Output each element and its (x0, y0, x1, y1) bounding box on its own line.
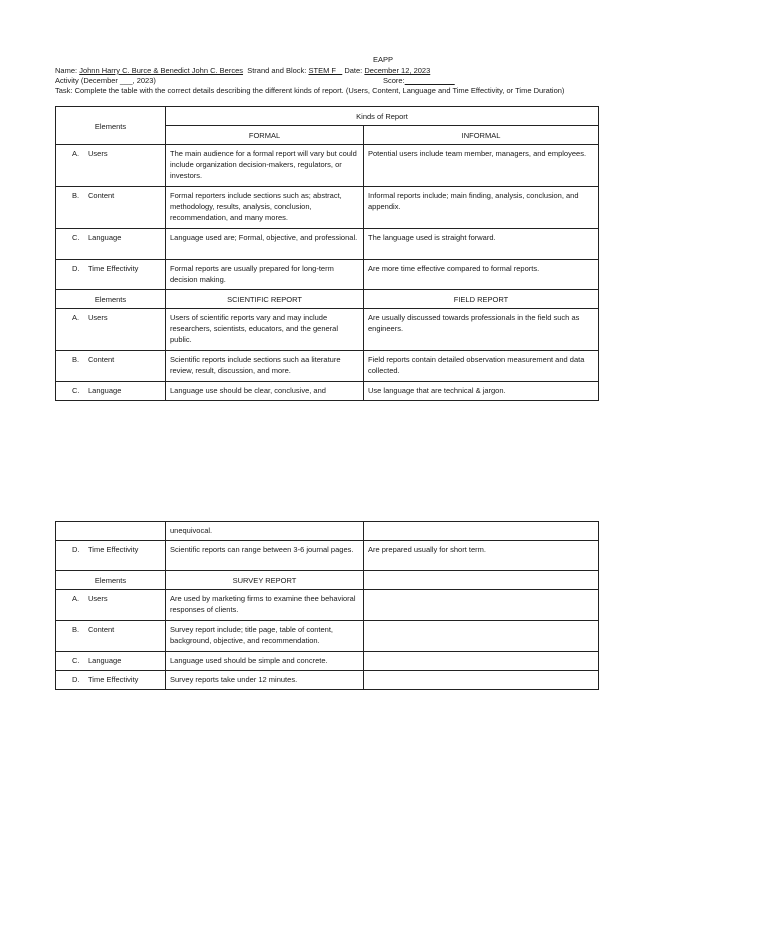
element-cell: B. Content (56, 351, 166, 382)
element-cell (56, 522, 166, 541)
element-cell: B. Content (56, 621, 166, 652)
field-cell: Field reports contain detailed observation measurement and data collected. (364, 351, 599, 382)
task-line: Task: Complete the table with the correct details describing the different kinds of report. (Users, Content, Language and Time Effectivity, or Time Duration) (55, 86, 565, 95)
activity-line: Activity (December ___, 2023) (55, 76, 156, 85)
name-label: Name: (55, 66, 78, 75)
scientific-cell: Users of scientific reports vary and may include researchers, scientists, educators, and the general public. (166, 309, 364, 351)
formal-cell: Language used are; Formal, objective, and professional. (166, 229, 364, 260)
score-blank (405, 76, 455, 85)
table-row (56, 145, 599, 187)
element-cell: A. Users (56, 590, 166, 621)
table-row (56, 621, 599, 652)
table-row (56, 260, 599, 290)
element-cell: D. Time Effectivity (56, 260, 166, 290)
informal-cell: Potential users include team member, managers, and employees. (364, 145, 599, 187)
empty-cell (364, 590, 599, 621)
doc-title: EAPP (373, 55, 394, 64)
elements-header: Elements (56, 290, 166, 309)
survey-cell: Language used should be simple and concrete. (166, 652, 364, 671)
elements-header: Elements (56, 107, 166, 145)
field-cell: Are usually discussed towards professionals in the field such as engineers. (364, 309, 599, 351)
table-row (56, 382, 599, 401)
table-row (56, 351, 599, 382)
strand-label: Strand and Block: (247, 66, 307, 75)
element-cell: C. Language (56, 229, 166, 260)
field-cell: Use language that are technical & jargon. (364, 382, 599, 401)
scientific-cell: Scientific reports include sections such aa literature review, result, discussion, and more. (166, 351, 364, 382)
informal-cell: Informal reports include; main finding, analysis, conclusion, and appendix. (364, 187, 599, 229)
formal-cell: The main audience for a formal report will vary but could include organization decision-makers, regulators, or investors. (166, 145, 364, 187)
formal-cell: Formal reporters include sections such as; abstract, methodology, results, analysis, conclusion, recommendation, and many mores. (166, 187, 364, 229)
formal-cell: Formal reports are usually prepared for long-term decision making. (166, 260, 364, 290)
survey-cell: Are used by marketing firms to examine thee behavioral responses of clients. (166, 590, 364, 621)
informal-cell: Are more time effective compared to formal reports. (364, 260, 599, 290)
element-cell: C. Language (56, 652, 166, 671)
element-cell: A. Users (56, 309, 166, 351)
table-row (56, 309, 599, 351)
empty-header-cell (364, 571, 599, 590)
formal-header: FORMAL (166, 126, 364, 145)
survey-cell: Survey report include; title page, table of content, background, objective, and recommendation. (166, 621, 364, 652)
element-cell: D. Time Effectivity (56, 671, 166, 690)
empty-cell (364, 652, 599, 671)
field-cell (364, 522, 599, 541)
score-line (383, 76, 455, 86)
elements-header: Elements (56, 571, 166, 590)
kinds-of-report-header: Kinds of Report (166, 107, 599, 126)
reports-table-2 (55, 521, 599, 690)
date-value: December 12, 2023 (364, 66, 431, 75)
empty-cell (364, 621, 599, 652)
table-row (56, 187, 599, 229)
names-value: Johnn Harry C. Burce & Benedict John C. Berces (79, 66, 244, 75)
table-row (56, 590, 599, 621)
element-cell: A. Users (56, 145, 166, 187)
element-cell: B. Content (56, 187, 166, 229)
name-line (55, 66, 430, 76)
table-row (56, 541, 599, 571)
field-cell: Are prepared usually for short term. (364, 541, 599, 571)
score-label: Score: (383, 76, 405, 85)
informal-header: INFORMAL (364, 126, 599, 145)
survey-header: SURVEY REPORT (166, 571, 364, 590)
survey-cell: Survey reports take under 12 minutes. (166, 671, 364, 690)
table-row (56, 671, 599, 690)
reports-table-1 (55, 106, 599, 401)
strand-value: STEM F (308, 66, 336, 75)
informal-cell: The language used is straight forward. (364, 229, 599, 260)
scientific-header: SCIENTIFIC REPORT (166, 290, 364, 309)
date-label: Date: (344, 66, 363, 75)
element-cell: D. Time Effectivity (56, 541, 166, 571)
table-row (56, 652, 599, 671)
table-row (56, 522, 599, 541)
field-header: FIELD REPORT (364, 290, 599, 309)
scientific-cell: unequivocal. (166, 522, 364, 541)
element-cell: C. Language (56, 382, 166, 401)
scientific-cell: Scientific reports can range between 3-6 journal pages. (166, 541, 364, 571)
table-row (56, 229, 599, 260)
scientific-cell: Language use should be clear, conclusive, and (166, 382, 364, 401)
empty-cell (364, 671, 599, 690)
